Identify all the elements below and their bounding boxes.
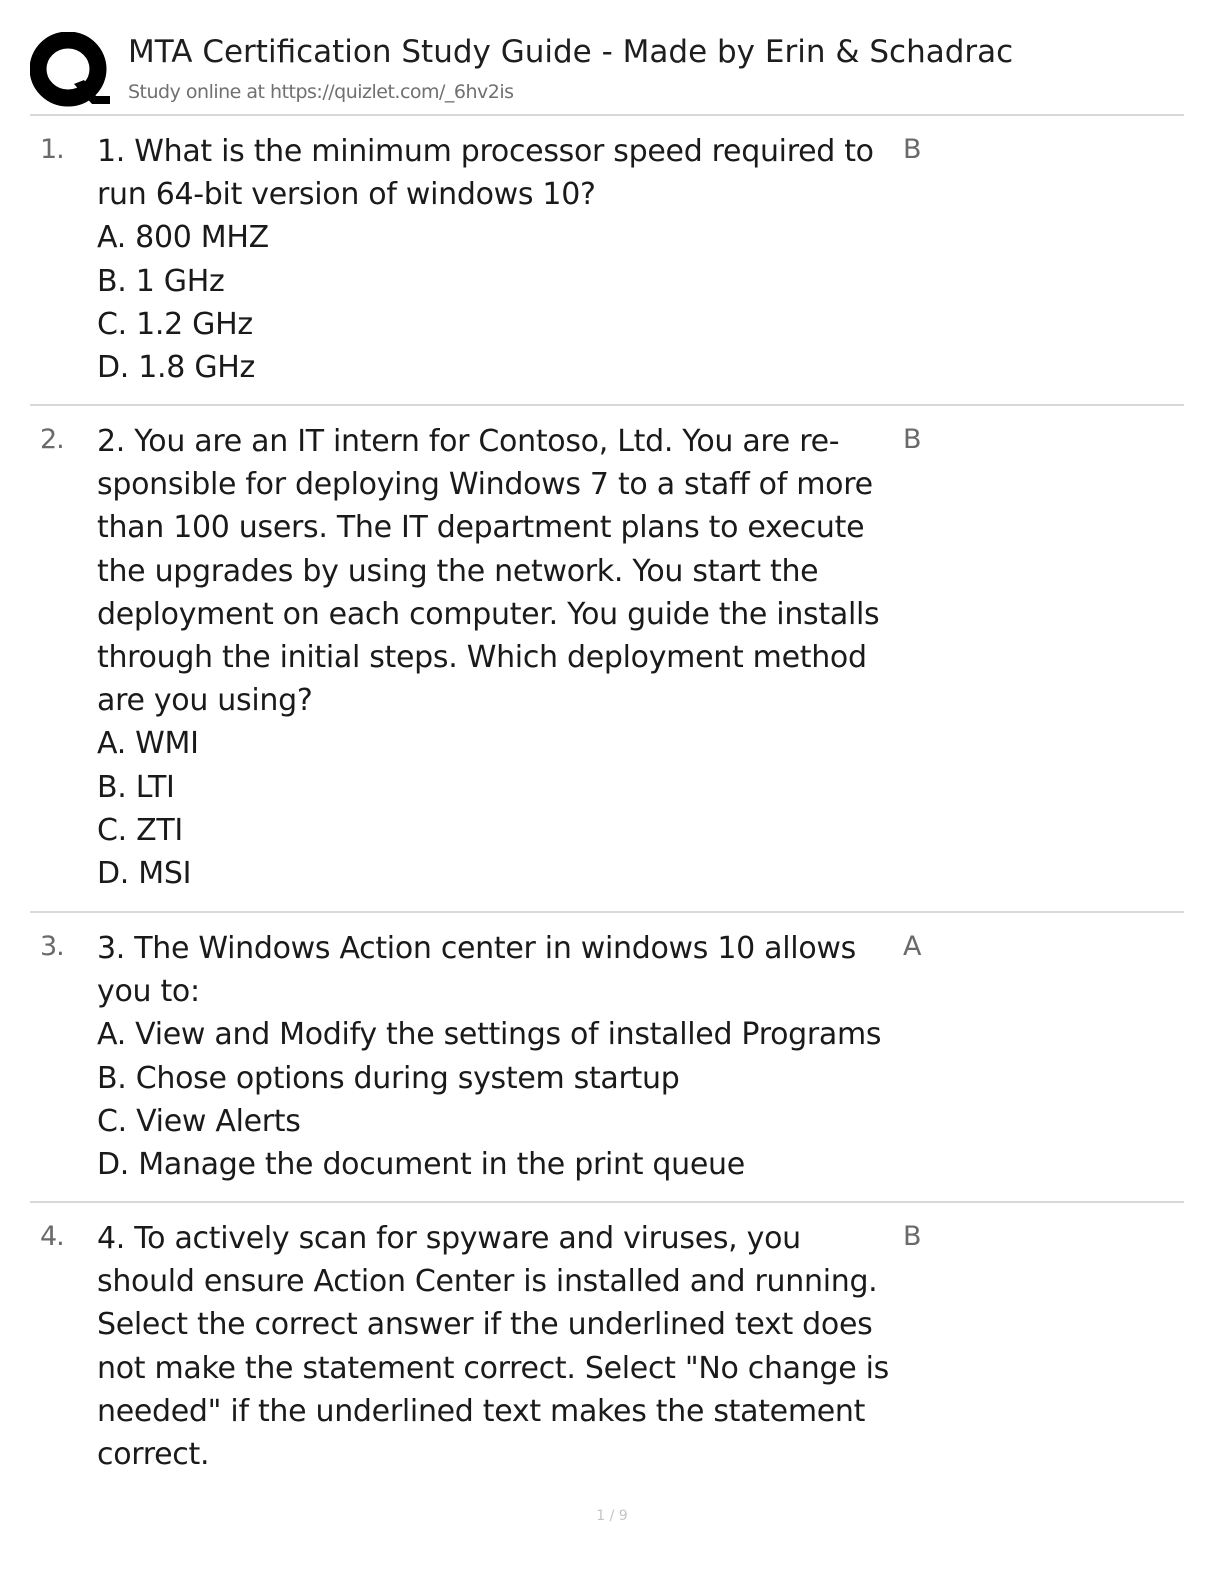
question-item [30,406,1184,913]
question-item [30,913,1184,1203]
page-header [30,28,1184,116]
question-item [30,1203,1184,1496]
option-b: B. 1 GHz [97,263,225,299]
question-body [97,1217,897,1476]
option-b: B. Chose options during system startup [97,1060,680,1096]
quizlet-logo-icon [30,32,110,112]
page-number: 1 / 9 [596,1508,628,1524]
option-d: D. MSI [97,856,192,892]
study-link-text[interactable]: Study online at https://quizlet.com/_6hv2is [128,81,514,103]
question-text: 2. You are an IT intern for Contoso, Ltd. You are responsible for deploying Windows 7 to a staff of more than 100 users. The IT department plans to execute the upgrades by using the network. You start the deployment on each computer. You guide the installs through the initial steps. Which deployment method are you using? [97,424,880,719]
question-number: 3. [40,931,64,962]
answer-text: B [903,134,922,165]
question-body [97,420,897,895]
option-a: A. WMI [97,726,199,762]
question-number: 2. [40,424,64,455]
question-text: 1. What is the minimum processor speed required to run 64-bit version of windows 10? [97,134,874,213]
question-list [30,116,1184,1496]
question-number: 1. [40,134,64,165]
answer-text: B [903,424,922,455]
question-text: 3. The Windows Action center in windows 10 allows you to: [97,931,856,1010]
answer-text: B [903,1221,922,1252]
option-d: D. Manage the document in the print queue [97,1147,745,1183]
option-c: C. View Alerts [97,1103,301,1139]
option-c: C. ZTI [97,812,183,848]
question-body [97,130,897,389]
answer-text: A [903,931,922,962]
option-a: A. View and Modify the settings of installed Programs [97,1017,882,1053]
option-a: A. 800 MHZ [97,220,269,256]
question-text: 4. To actively scan for spyware and viruses, you should ensure Action Center is installed and running. Select the correct answer if the underlined text does not make the statement correct. Select "No change is needed" if the underlined text makes the statement correct. [97,1221,889,1473]
question-item [30,116,1184,406]
page-title: MTA Certification Study Guide - Made by Erin & Schadrac [128,34,1014,70]
question-body [97,927,897,1186]
option-b: B. LTI [97,769,175,805]
option-d: D. 1.8 GHz [97,350,255,386]
option-c: C. 1.2 GHz [97,306,253,342]
question-number: 4. [40,1221,64,1252]
